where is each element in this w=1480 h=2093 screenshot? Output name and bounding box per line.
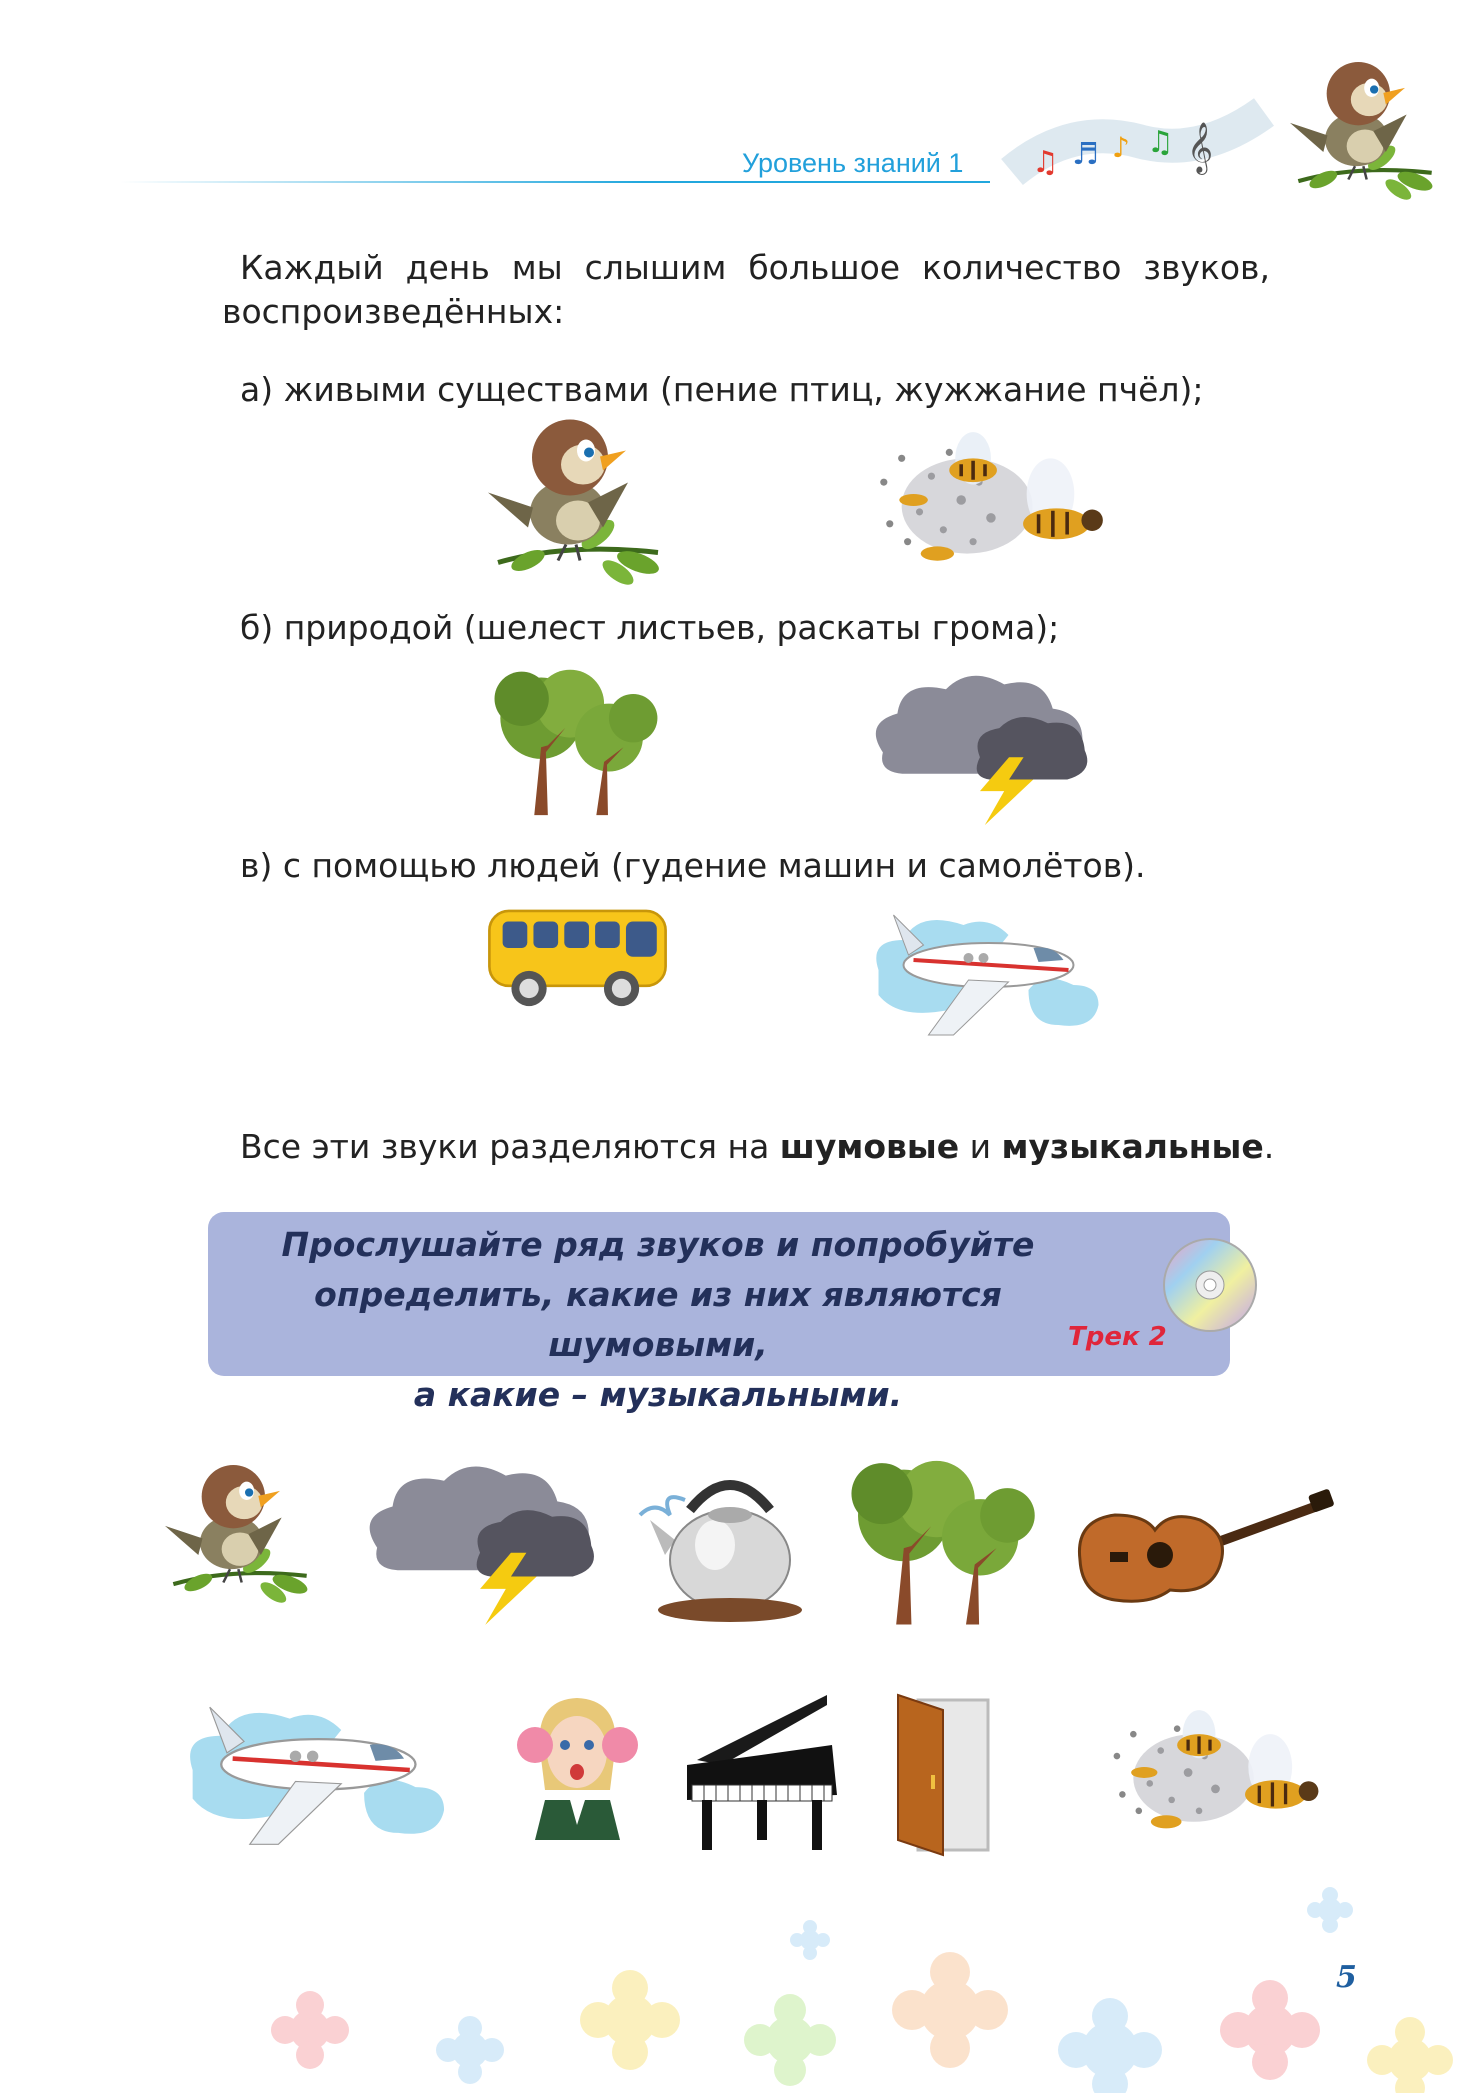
summary-suffix: . [1263, 1127, 1275, 1166]
header-level-title: Уровень знаний 1 [742, 148, 964, 178]
music-notes-icon [1012, 102, 1264, 188]
thundercloud-icon [860, 665, 1095, 830]
bird-icon[interactable] [165, 1445, 315, 1615]
singing-girl-icon[interactable] [515, 1690, 640, 1840]
bees-icon [860, 410, 1110, 590]
door-icon[interactable] [888, 1690, 1003, 1855]
header-divider [120, 181, 990, 183]
svg-text:♪: ♪ [1112, 131, 1130, 164]
kettle-icon[interactable] [630, 1460, 810, 1625]
bird-icon [488, 410, 668, 585]
task-line-2: определить, какие из них являются шумовыми, [314, 1275, 1002, 1364]
bees-icon[interactable] [1095, 1690, 1325, 1855]
svg-text:♫: ♫ [1032, 145, 1059, 180]
item-people: в) с помощью людей (гудение машин и самолётов). [240, 846, 1146, 885]
track-label: Трек 2 [1068, 1322, 1167, 1352]
summary-music-word: музыкальные [1001, 1127, 1264, 1166]
svg-text:♫: ♫ [1147, 125, 1174, 160]
thundercloud-icon[interactable] [355, 1455, 600, 1630]
page-number: 5 [1336, 1960, 1357, 1995]
trees-icon[interactable] [842, 1450, 1042, 1630]
summary-sentence [240, 1127, 1274, 1166]
piano-icon[interactable] [682, 1685, 842, 1855]
summary-middle: и [959, 1127, 1002, 1166]
svg-text:♬: ♬ [1072, 137, 1099, 172]
item-living-beings: а) живыми существами (пение птиц, жужжание пчёл); [240, 370, 1204, 409]
decorative-flowers [250, 1880, 1480, 2093]
bus-icon [485, 900, 670, 1010]
airplane-icon [856, 900, 1116, 1040]
item-nature: б) природой (шелест листьев, раскаты грома); [240, 608, 1060, 647]
bird-icon [1290, 52, 1440, 202]
cd-disc-icon[interactable] [1160, 1235, 1260, 1335]
intro-line-2: воспроизведённых: [222, 292, 565, 331]
trees-icon [485, 660, 665, 820]
task-instructions [208, 1220, 1108, 1420]
summary-noise-word: шумовые [779, 1127, 960, 1166]
task-line-1: Прослушайте ряд звуков и попробуйте [281, 1225, 1035, 1264]
airplane-icon[interactable] [168, 1690, 463, 1850]
task-line-3: а какие – музыкальными. [413, 1375, 903, 1414]
summary-prefix: Все эти звуки разделяются на [240, 1127, 780, 1166]
svg-text:𝄞: 𝄞 [1187, 122, 1214, 173]
intro-line-1: Каждый день мы слышим большое количество звуков, [240, 248, 1270, 287]
guitar-icon[interactable] [1070, 1490, 1335, 1605]
